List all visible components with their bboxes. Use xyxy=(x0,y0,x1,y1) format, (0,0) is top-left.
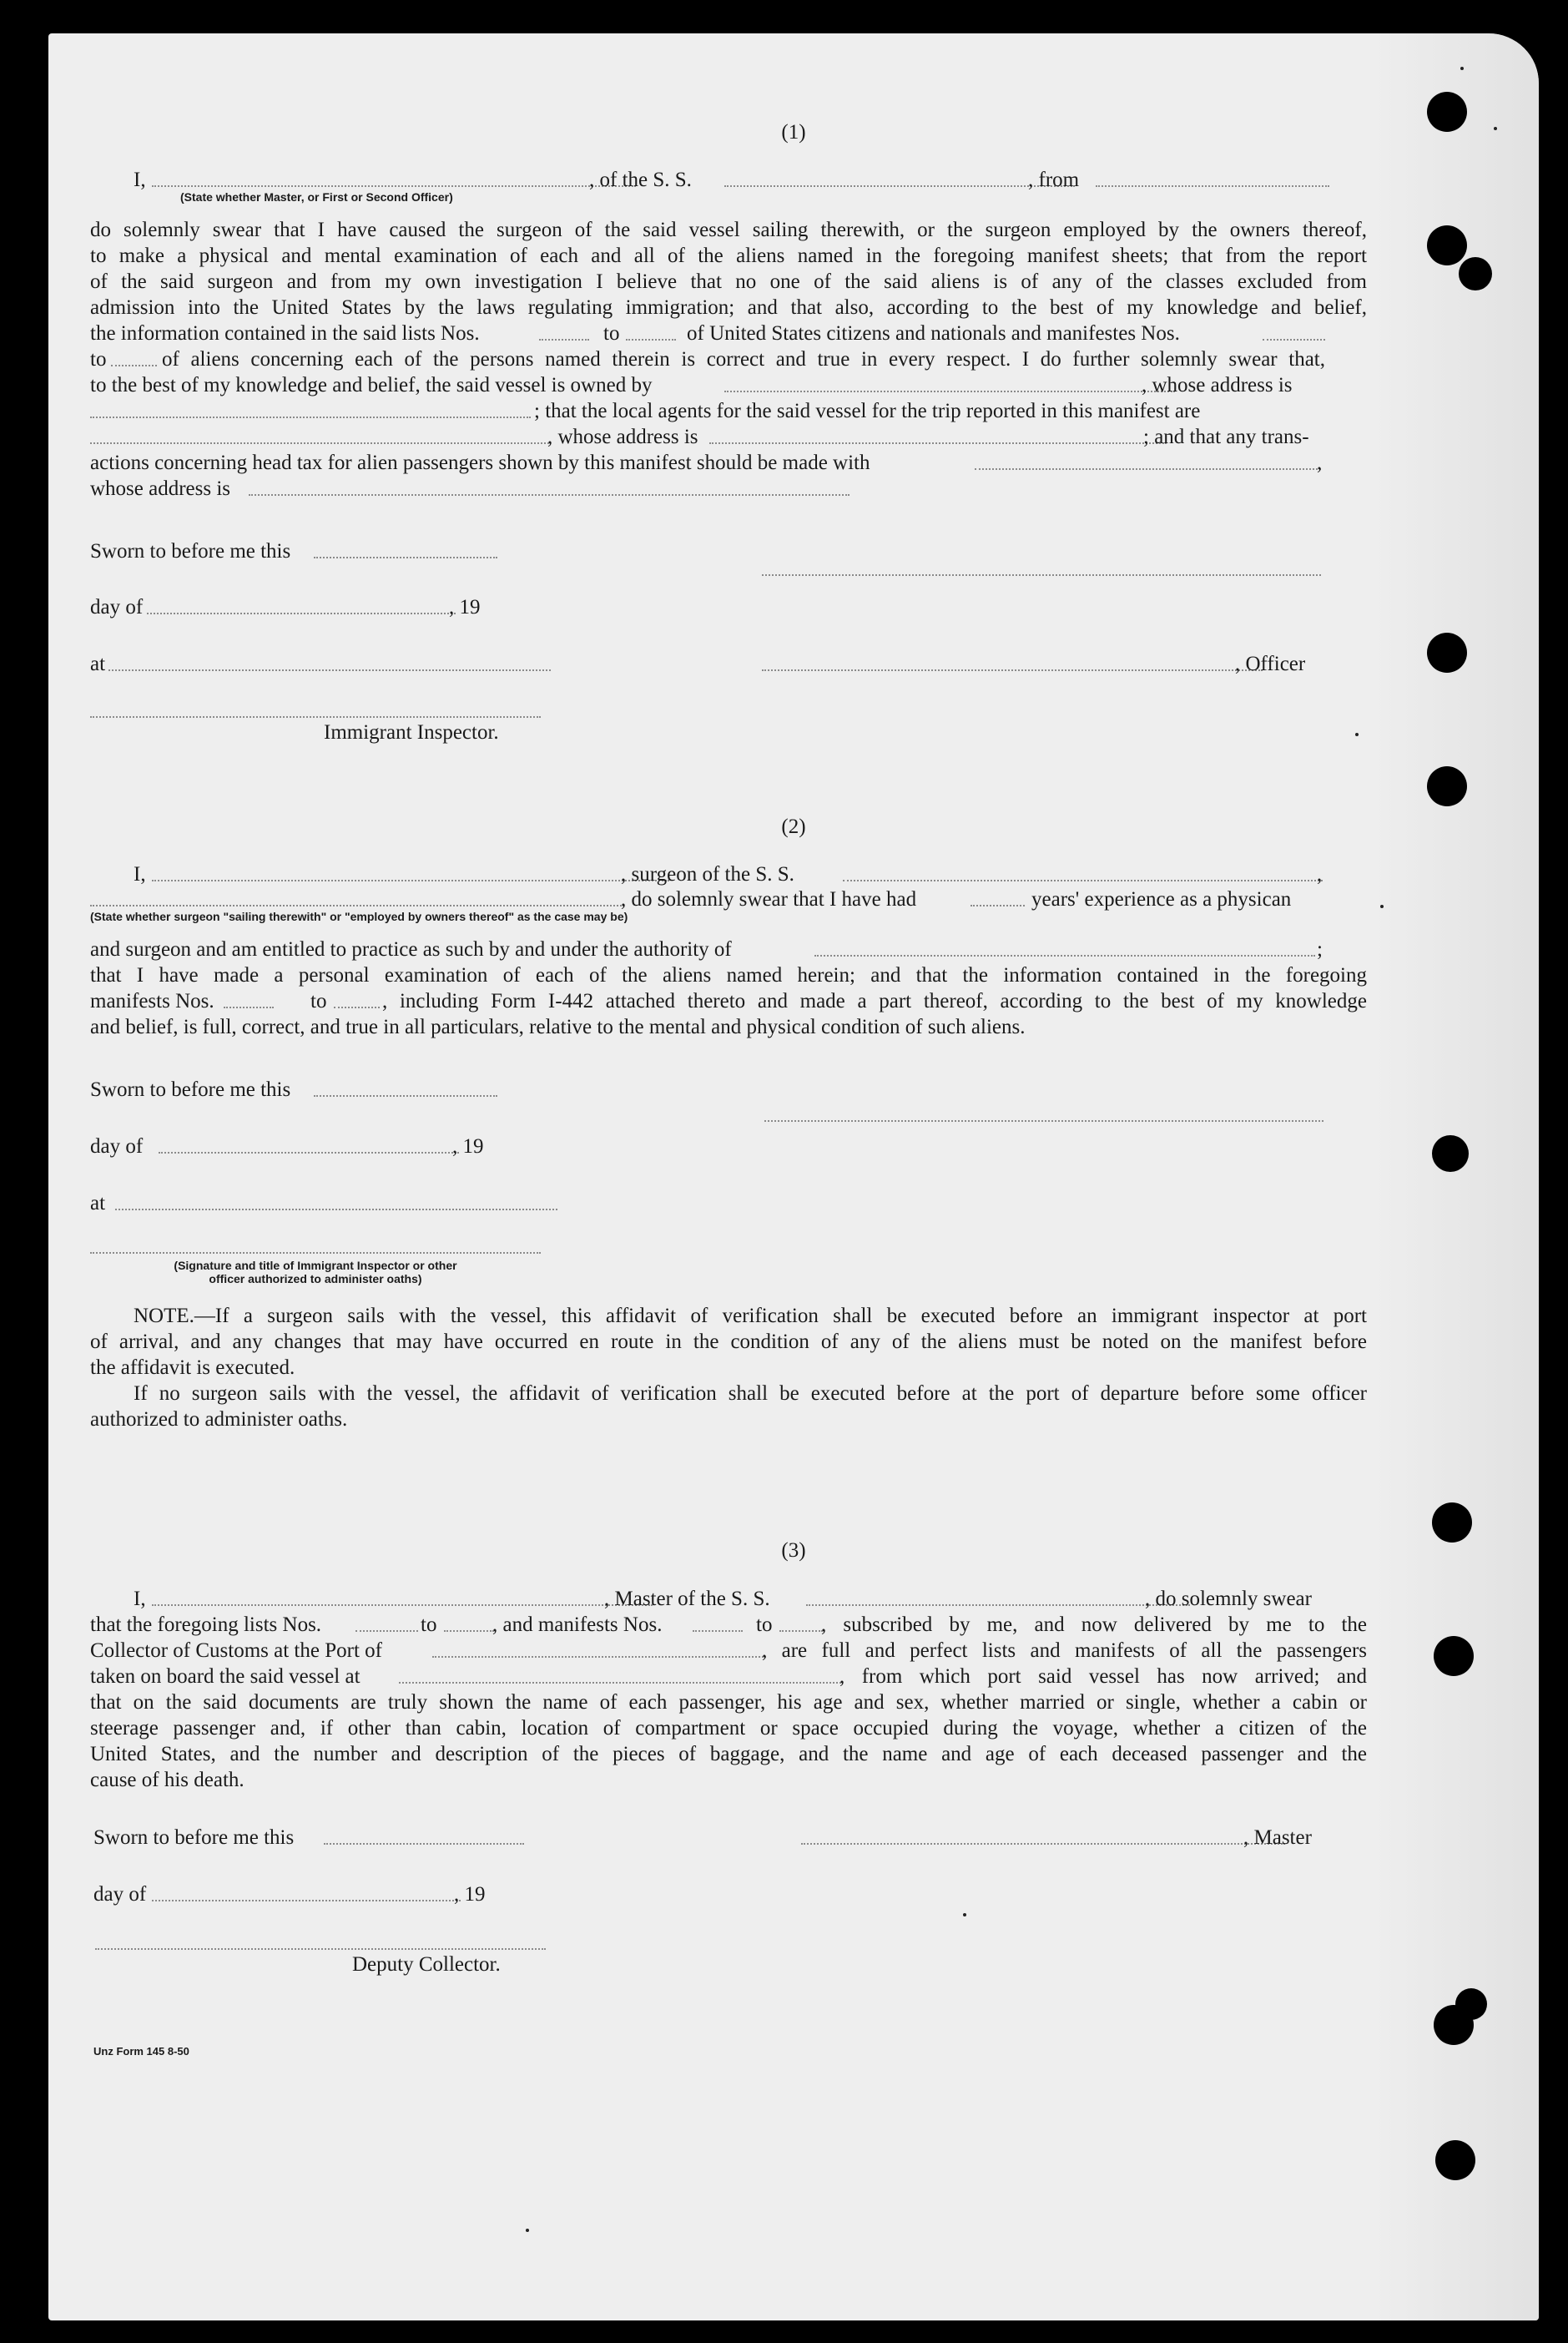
day-of-blank-3 xyxy=(152,1900,461,1901)
signature-note-2: officer authorized to administer oaths) xyxy=(209,1272,422,1285)
sworn-day-blank xyxy=(314,557,497,558)
manifests-from-blank-3 xyxy=(693,1630,743,1632)
manifests-from-blank-2 xyxy=(224,1007,274,1008)
from-label: , from xyxy=(1028,169,1080,191)
lists-from-blank xyxy=(539,339,589,341)
foregoing-label: that the foregoing lists Nos. xyxy=(90,1613,322,1636)
para-line: that on the said documents are truly shown the name of each passenger, his age and sex, whether married or single, whether a cabin or xyxy=(90,1691,1367,1714)
of-the-ss-label: , of the S. S. xyxy=(589,169,692,191)
para-end: cause of his death. xyxy=(90,1769,245,1791)
para-line: admission into the United States by the laws regulating immigration; and that also, according to the best of my knowledge and belief, xyxy=(90,296,1367,319)
form-page xyxy=(48,33,1539,2320)
at-label: at xyxy=(90,653,106,675)
aliens-to-label: to xyxy=(90,348,107,371)
section-3-paragraph xyxy=(90,1689,1367,1767)
note-2: If no surgeon sails with the vessel, the affidavit of verification shall be executed before at the port of departure before some officer xyxy=(134,1382,1367,1405)
signature-note-1: (Signature and title of Immigrant Inspector or other xyxy=(174,1259,457,1272)
owner-blank xyxy=(724,391,1175,392)
speck xyxy=(1380,905,1384,908)
and-manifests-label: , and manifests Nos. xyxy=(492,1613,663,1636)
lists-to-blank-3 xyxy=(444,1630,494,1632)
inspector-signature-blank-2 xyxy=(90,1252,541,1254)
lists-to-label: to xyxy=(603,322,620,345)
collector-port-blank xyxy=(432,1656,766,1658)
para-line: do solemnly swear that I have caused the surgeon of the said vessel sailing therewith, or the surgeon employed by the owners thereof, xyxy=(90,219,1367,241)
section-2-number: (2) xyxy=(781,816,806,838)
manifests-to-blank xyxy=(111,365,157,366)
speck xyxy=(526,2229,529,2232)
vessel-name-blank xyxy=(724,185,1075,187)
manifests-to-label: to xyxy=(310,990,327,1012)
master-vessel-blank xyxy=(806,1604,1190,1606)
sworn-day-blank-3 xyxy=(324,1843,524,1845)
deputy-signature-blank xyxy=(95,1948,546,1950)
day-of-label-3: day of xyxy=(93,1883,147,1906)
punch-hole xyxy=(1427,225,1467,265)
inspector-signature-blank xyxy=(90,716,541,718)
at-blank xyxy=(108,669,551,671)
agents-address-blank xyxy=(709,442,1167,444)
whose-address-label: whose address is xyxy=(90,477,231,500)
surgeon-ss-label: , surgeon of the S. S. xyxy=(621,863,794,886)
at-blank-2 xyxy=(115,1209,557,1210)
swear-label: , do solemnly swear that I have had xyxy=(621,888,917,911)
punch-hole xyxy=(1455,1988,1487,2020)
punch-hole xyxy=(1434,1636,1474,1676)
trans-label: ; and that any trans- xyxy=(1143,426,1309,448)
taken-port-blank xyxy=(399,1682,841,1684)
taken-label: taken on board the said vessel at xyxy=(90,1665,360,1688)
from-port-blank xyxy=(1096,185,1329,187)
day-of-blank-2 xyxy=(159,1152,459,1154)
agents-address-label: , whose address is xyxy=(547,426,698,448)
surgeon-type-blank xyxy=(90,905,624,906)
lists-rest: of United States citizens and nationals and manifestes Nos. xyxy=(687,322,1180,345)
para-line: to make a physical and mental examination of each and all of the aliens named in the foregoing manifest sheets; that from the report xyxy=(90,245,1367,267)
surgeon-name-blank xyxy=(152,880,669,881)
aliens-rest: of aliens concerning each of the persons named therein is correct and true in every respect. I do further solemnly swear that, xyxy=(162,348,1325,371)
note-paragraph xyxy=(90,1303,1367,1355)
speck xyxy=(1355,733,1359,736)
head-tax-blank xyxy=(975,468,1321,470)
sworn-label-3: Sworn to before me this xyxy=(93,1826,295,1849)
at-label-2: at xyxy=(90,1192,106,1214)
day-of-blank xyxy=(147,613,456,614)
authority-blank xyxy=(814,955,1315,957)
authority-semicolon: ; xyxy=(1317,938,1323,961)
punch-hole xyxy=(1427,633,1467,673)
officer-blank xyxy=(762,669,1263,671)
punch-hole xyxy=(1432,1502,1472,1543)
manifests-rest: , including Form I-442 attached thereto and made a part thereof, according to the best of my knowledge xyxy=(382,990,1367,1012)
head-tax-address-blank xyxy=(249,494,850,496)
manifests-from-blank xyxy=(1263,339,1325,341)
master-name-blank xyxy=(152,1604,653,1606)
personal-line: that I have made a personal examination of each of the aliens named herein; and that the information contained in the foregoing xyxy=(90,964,1367,987)
master-of-label: , Master of the S. S. xyxy=(604,1588,770,1610)
day-of-label: day of xyxy=(90,596,144,619)
master-swear-label: , do solemnly swear xyxy=(1145,1588,1312,1610)
surgeon-vessel-blank xyxy=(843,880,1323,881)
sworn-label-2: Sworn to before me this xyxy=(90,1078,291,1101)
punch-hole xyxy=(1435,2140,1475,2180)
lists-from-blank-3 xyxy=(355,1630,418,1632)
sworn-day-blank-2 xyxy=(314,1095,497,1097)
surgeon-signature-blank xyxy=(764,1120,1323,1122)
actions-comma: , xyxy=(1317,452,1323,474)
inspector-label: Immigrant Inspector. xyxy=(324,721,499,744)
which-port-label: , from which port said vessel has now arrived; and xyxy=(839,1665,1367,1688)
officer-signature-blank xyxy=(762,574,1321,576)
officer-label: , Officer xyxy=(1235,653,1306,675)
para-line: United States, and the number and description of the pieces of baggage, and the name and age of each deceased passenger and the xyxy=(90,1743,1367,1765)
actions-label: actions concerning head tax for alien passengers shown by this manifest should be made with xyxy=(90,452,870,474)
collector-label: Collector of Customs at the Port of xyxy=(90,1639,382,1662)
speck xyxy=(963,1913,966,1916)
section-1-paragraph xyxy=(90,217,1367,321)
day-of-label-2: day of xyxy=(90,1135,144,1158)
owner-address-label: , whose address is xyxy=(1142,374,1293,396)
subscribed-label: , subscribed by me, and now delivered by me to the xyxy=(821,1613,1367,1636)
note-line: of arrival, and any changes that may have occurred en route in the condition of any of the aliens must be noted on the manifest before xyxy=(90,1331,1367,1353)
agents-label: ; that the local agents for the said vessel for the trip reported in this manifest are xyxy=(534,400,1201,422)
to1-label: to xyxy=(421,1613,437,1636)
section-1-i: I, xyxy=(134,169,146,191)
lists-label: the information contained in the said lists Nos. xyxy=(90,322,480,345)
surgeon-comma: , xyxy=(1317,863,1323,886)
speck xyxy=(1494,127,1497,130)
full-label: , are full and perfect lists and manifests of all the passengers xyxy=(762,1639,1367,1662)
punch-hole xyxy=(1427,766,1467,806)
form-number: Unz Form 145 8-50 xyxy=(93,2045,189,2058)
section-3-i: I, xyxy=(134,1588,146,1610)
manifests-to-blank-2 xyxy=(334,1007,380,1008)
sworn-label: Sworn to before me this xyxy=(90,540,291,563)
years-blank xyxy=(971,905,1025,906)
note-end: the affidavit is executed. xyxy=(90,1356,295,1379)
speck xyxy=(1460,67,1464,70)
year-label-2: , 19 xyxy=(452,1135,484,1158)
deputy-label: Deputy Collector. xyxy=(352,1953,501,1976)
years-label: years' experience as a physican xyxy=(1031,888,1292,911)
owner-address-blank xyxy=(90,417,531,418)
year-label-3: , 19 xyxy=(454,1883,486,1906)
officer-name-blank xyxy=(152,185,636,187)
officer-note: (State whether Master, or First or Second Officer) xyxy=(180,190,453,204)
section-3-number: (3) xyxy=(781,1539,806,1562)
lists-to-blank xyxy=(626,339,676,341)
year-label: , 19 xyxy=(449,596,481,619)
section-1-number: (1) xyxy=(781,121,806,144)
manifests-label: manifests Nos. xyxy=(90,990,214,1012)
master-label: , Master xyxy=(1243,1826,1312,1849)
agents-blank xyxy=(90,442,549,444)
note-line: NOTE.—If a surgeon sails with the vessel, this affidavit of verification shall be executed before an immigrant inspector at port xyxy=(134,1305,1367,1327)
section-2-i: I, xyxy=(134,863,146,886)
master-signature-blank xyxy=(801,1843,1285,1845)
para-line: of the said surgeon and from my own investigation I believe that no one of the said aliens is of any of the classes excluded from xyxy=(90,270,1367,293)
para-line: steerage passenger and, if other than cabin, location of compartment or space occupied during the voyage, whether a citizen of the xyxy=(90,1717,1367,1740)
authority-label: and surgeon and am entitled to practice as such by and under the authority of xyxy=(90,938,732,961)
manifests-to-blank-3 xyxy=(779,1630,823,1632)
punch-hole xyxy=(1432,1135,1469,1172)
to2-label: to xyxy=(756,1613,773,1636)
note-2-end: authorized to administer oaths. xyxy=(90,1408,348,1431)
surgeon-note: (State whether surgeon "sailing therewith" or "employed by owners thereof" as the case may be) xyxy=(90,910,628,923)
owned-label: to the best of my knowledge and belief, the said vessel is owned by xyxy=(90,374,653,396)
belief-line: and belief, is full, correct, and true in all particulars, relative to the mental and physical condition of such aliens. xyxy=(90,1016,1026,1038)
punch-hole xyxy=(1427,92,1467,132)
punch-hole xyxy=(1459,257,1492,290)
